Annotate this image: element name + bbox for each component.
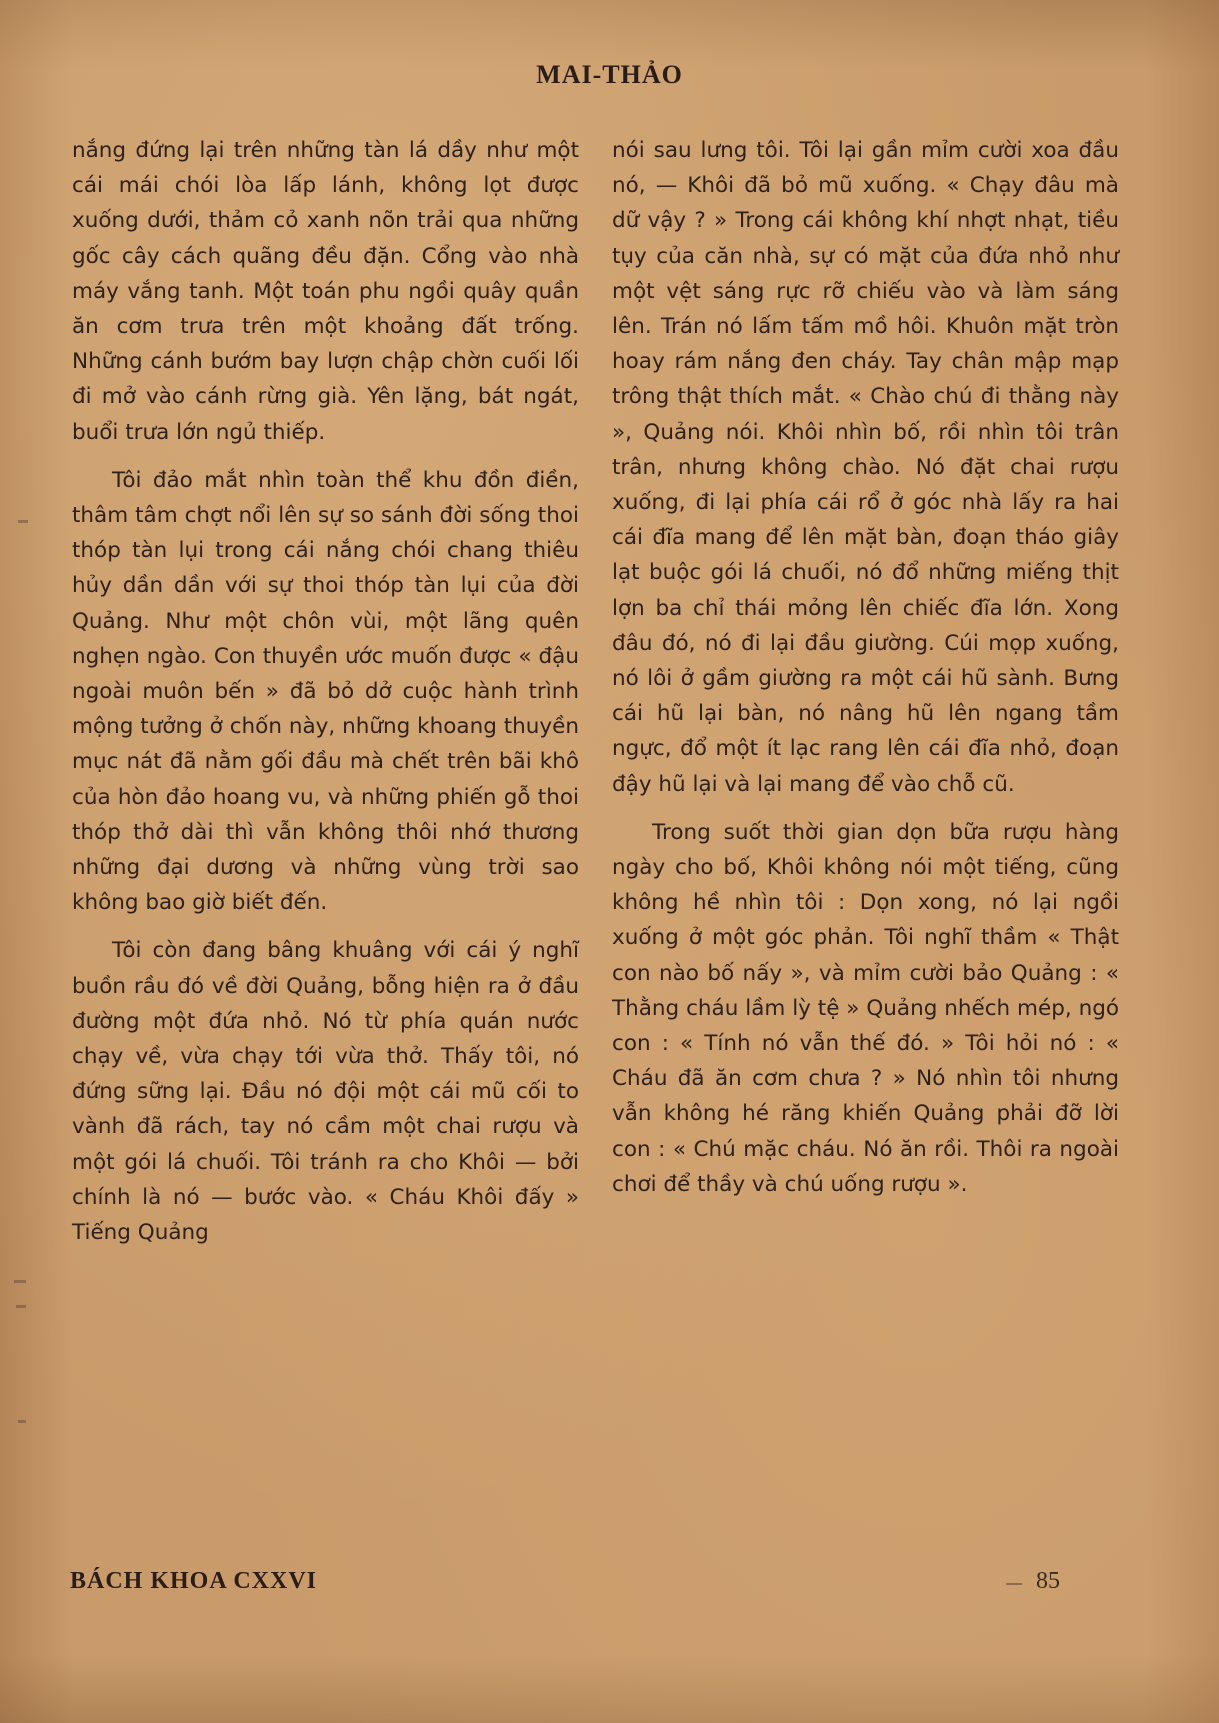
text-column-left [72,133,579,1250]
paragraph: nắng đứng lại trên những tàn lá dầy như một cái mái chói lòa lấp lánh, không lọt được xuống dưới, thảm cỏ xanh nõn trải qua những gốc cây cách quãng đều đặn. Cổng vào nhà máy vắng tanh. Một toán phu ngồi quây quần ăn cơm trưa trên một khoảng đất trống. Những cánh bướm bay lượn chập chờn cuối lối đi mở vào cánh rừng già. Yên lặng, bát ngát, buổi trưa lớn ngủ thiếp. [72,138,579,445]
footer-publication: BÁCH KHOA CXXVI [70,1568,318,1594]
paper-edge-mark [16,1305,26,1308]
paper-edge-mark [18,1420,26,1423]
paragraph: Tôi đảo mắt nhìn toàn thể khu đồn điền, thâm tâm chợt nổi lên sự so sánh đời sống thoi thóp tàn lụi trong cái nắng chói chang thiêu hủy dần dần với sự thoi thóp tàn lụi của đời Quảng. Như một chôn vùi, một lãng quên nghẹn ngào. Con thuyền ước muốn được « đậu ngoài muôn bến » đã bỏ dở cuộc hành trình mộng tưởng ở chốn này, những khoang thuyền mục nát đã nằm gối đầu mà chết trên bãi khô của hòn đảo hoang vu, và những phiến gỗ thoi thóp thở dài thì vẫn không thôi nhớ thương những đại dương và những vùng trời sao không bao giờ biết đến. [72,467,579,916]
paper-edge-mark [18,520,28,523]
paragraph: Trong suốt thời gian dọn bữa rượu hàng ngày cho bố, Khôi không nói một tiếng, cũng không hề nhìn tôi : Dọn xong, nó lại ngồi xuống ở một góc phản. Tôi nghĩ thầm « Thật con nào bố nấy », và mỉm cười bảo Quảng : « Thằng cháu lầm lỳ tệ » Quảng nhếch mép, ngó con : « Tính nó vẫn thế đó. » Tôi hỏi nó : « Cháu đã ăn cơm chưa ? » Nó nhìn tôi nhưng vẫn không hé răng khiến Quảng phải đỡ lời con : « Chú mặc cháu. Nó ăn rồi. Thôi ra ngoài chơi để thầy và chú uống rượu ». [612,819,1119,1197]
paragraph: nói sau lưng tôi. Tôi lại gần mỉm cười xoa đầu nó, — Khôi đã bỏ mũ xuống. « Chạy đâu mà dữ vậy ? » Trong cái không khí nhợt nhạt, tiều tụy của căn nhà, sự có mặt của đứa nhỏ như một vệt sáng rực rỡ chiếu vào và làm sáng lên. Trán nó lấm tấm mồ hôi. Khuôn mặt tròn hoay rám nắng đen cháy. Tay chân mập mạp trông thật thích mắt. « Chào chú đi thằng này », Quảng nói. Khôi nhìn bố, rồi nhìn tôi trân trân, nhưng không chào. Nó đặt chai rượu xuống, đi lại phía cái rổ ở góc nhà lấy ra hai cái đĩa mang để lên mặt bàn, đoạn tháo giây lạt buộc gói lá chuối, nó đổ những miếng thịt lợn ba chỉ thái mỏng lên chiếc đĩa lớn. Xong đâu đó, nó đi lại đầu giường. Cúi mọp xuống, nó lôi ở gầm giường ra một cái hũ sành. Bưng cái hũ lại bàn, nó nâng hũ lên ngang tầm ngực, đổ một ít lạc rang lên cái đĩa nhỏ, đoạn đậy hũ lại và lại mang để vào chỗ cũ. [612,138,1119,797]
text-column-right [612,133,1119,1202]
page-number: 85 [1036,1568,1060,1594]
running-header-author: MAI-THẢO [536,60,683,89]
paper-edge-mark [14,1280,26,1283]
footer-dash-divider [1006,1583,1022,1585]
paragraph: Tôi còn đang bâng khuâng với cái ý nghĩ buồn rầu đó về đời Quảng, bỗng hiện ra ở đầu đường một đứa nhỏ. Nó từ phía quán nước chạy về, vừa chạy tới vừa thở. Thấy tôi, nó đứng sững lại. Đầu nó đội một cái mũ cối to vành đã rách, tay nó cầm một chai rượu và một gói lá chuối. Tôi tránh ra cho Khôi — bởi chính là nó — bước vào. « Cháu Khôi đấy » Tiếng Quảng [72,938,579,1246]
